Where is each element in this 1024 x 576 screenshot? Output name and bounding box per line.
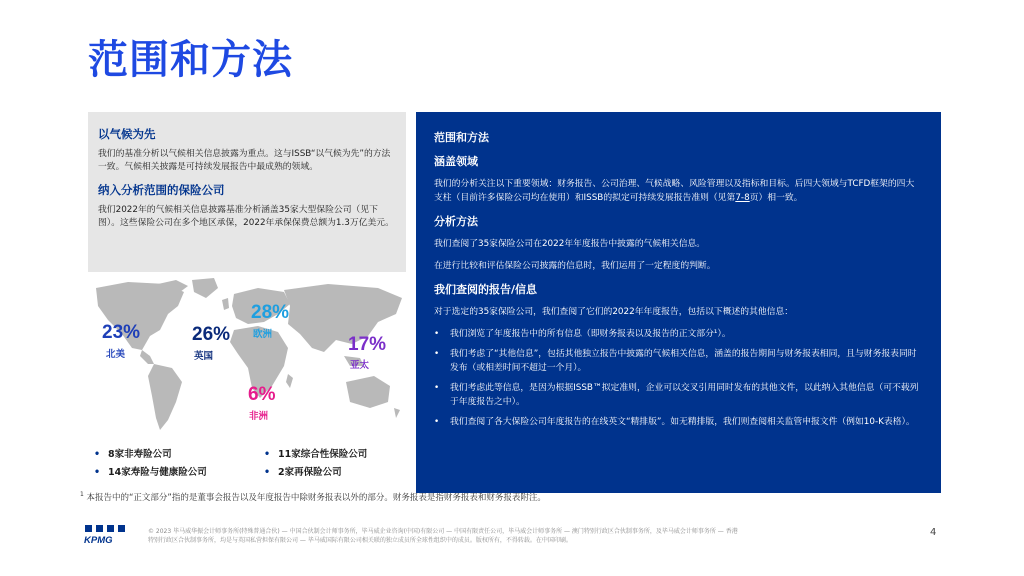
page-title: 范围和方法 (88, 37, 293, 83)
page-number: 4 (930, 527, 937, 538)
uk-label: 英国 (194, 351, 214, 362)
insurer-type-item: • 11家综合性保险公司 (264, 449, 368, 460)
bullet-icon: • (264, 449, 271, 460)
kpmg-logo (84, 524, 128, 546)
uk-percentage: 26% (192, 324, 231, 345)
reports-heading: 我们查阅的报告/信息 (434, 283, 538, 296)
insurer-type-item: • 14家寿险与健康险公司 (94, 467, 207, 478)
asia-pacific-percentage: 17% (348, 334, 387, 355)
coverage-text: 我们的分析关注以下重要领域：财务报告、公司治理、气候战略、风险管理以及指标和目标。后四大领域与TCFD框架的四大支柱（目前许多保险公司均在使用）和ISSB的拟定可持续发展报告准则（见第7-8页）相一致。 (434, 179, 915, 203)
reports-list (434, 327, 923, 429)
footnote-marker: 1 (80, 491, 84, 499)
list-item: • 我们浏览了年度报告中的所有信息（即财务报表以及报告的正文部分¹）。 (434, 329, 731, 339)
insurer-type-item: • 8家非寿险公司 (94, 449, 172, 460)
list-item: • 我们查阅了各大保险公司年度报告的在线英文“精排版”。如无精排版，我们则查阅相关监管申报文件（例如10-K表格）。 (434, 417, 915, 427)
africa-percentage: 6% (248, 384, 276, 405)
africa-label: 非洲 (249, 411, 269, 422)
logo-wordmark: KPMG (84, 535, 113, 546)
copyright-notice: © 2023 毕马威华振会计师事务所(特殊普通合伙) — 中国合伙制会计师事务所，毕马威企业咨询(中国)有限公司 — 中国有限责任公司，毕马威会计师事务所 — 澳门特别行政区合伙制事务所，及毕马威会计师事务所 — 香港特别行政区合伙制事务所，均是与英国私营担保有限公司 — 毕马威国际有限公司相关联的独立成员所全球性组织中的成员。版权所有，不得转载。在中国印刷。 (148, 528, 738, 544)
method-heading: 分析方法 (434, 215, 478, 228)
scope-methodology-panel (416, 112, 941, 493)
bullet-icon: • (434, 417, 440, 427)
climate-first-heading: 以气候为先 (98, 127, 156, 141)
panel-heading: 范围和方法 (434, 131, 489, 144)
coverage-heading: 涵盖领域 (434, 155, 478, 168)
footnote-text: 本报告中的“正文部分”指的是董事会报告以及年度报告中除财务报表以外的部分。财务报表是指财务报表和财务报表附注。 (86, 493, 546, 503)
pages-link[interactable]: 7-8 (735, 193, 750, 203)
europe-percentage: 28% (251, 302, 290, 323)
north-america-label: 北美 (106, 349, 126, 360)
insurer-type-item: • 2家再保险公司 (264, 467, 342, 478)
insurers-scope-text: 我们2022年的气候相关信息披露基准分析涵盖35家大型保险公司（见下图）。这些保险公司在多个地区承保，2022年承保保费总额为1.3万亿美元。 (98, 205, 394, 228)
bullet-icon: • (434, 349, 440, 359)
bullet-icon: • (434, 329, 440, 339)
climate-first-panel (88, 112, 406, 272)
method-text-2: 在进行比较和评估保险公司披露的信息时，我们运用了一定程度的判断。 (434, 261, 716, 271)
bullet-icon: • (94, 467, 101, 478)
climate-first-text: 我们的基准分析以气候相关信息披露为重点。这与ISSB“以气候为先”的方法一致。气候相关披露是可持续发展报告中最成熟的领域。 (98, 149, 391, 172)
list-item: • 我们考虑此等信息，是因为根据ISSB™拟定准则，企业可以交叉引用同时发布的其他文件，以此纳入其他信息（可不载列于年度报告之中）。 (434, 383, 919, 407)
asia-pacific-label: 亚太 (350, 360, 370, 371)
bullet-icon: • (264, 467, 271, 478)
north-america-percentage: 23% (102, 322, 141, 343)
list-item: • 我们考虑了“其他信息”，包括其他独立报告中披露的气候相关信息，涵盖的报告期间与财务报表相同，且与财务报表同时发布（或相差时间不超过一个月）。 (434, 349, 917, 373)
reports-intro: 对于选定的35家保险公司，我们查阅了它们的2022年年度报告，包括以下概述的其他信息： (434, 307, 794, 317)
bullet-icon: • (94, 449, 101, 460)
method-text-1: 我们查阅了35家保险公司在2022年年度报告中披露的气候相关信息。 (434, 239, 706, 249)
world-map-infographic (88, 278, 406, 438)
bullet-icon: • (434, 383, 440, 393)
europe-label: 欧洲 (253, 329, 273, 340)
insurers-scope-heading: 纳入分析范围的保险公司 (98, 183, 225, 197)
